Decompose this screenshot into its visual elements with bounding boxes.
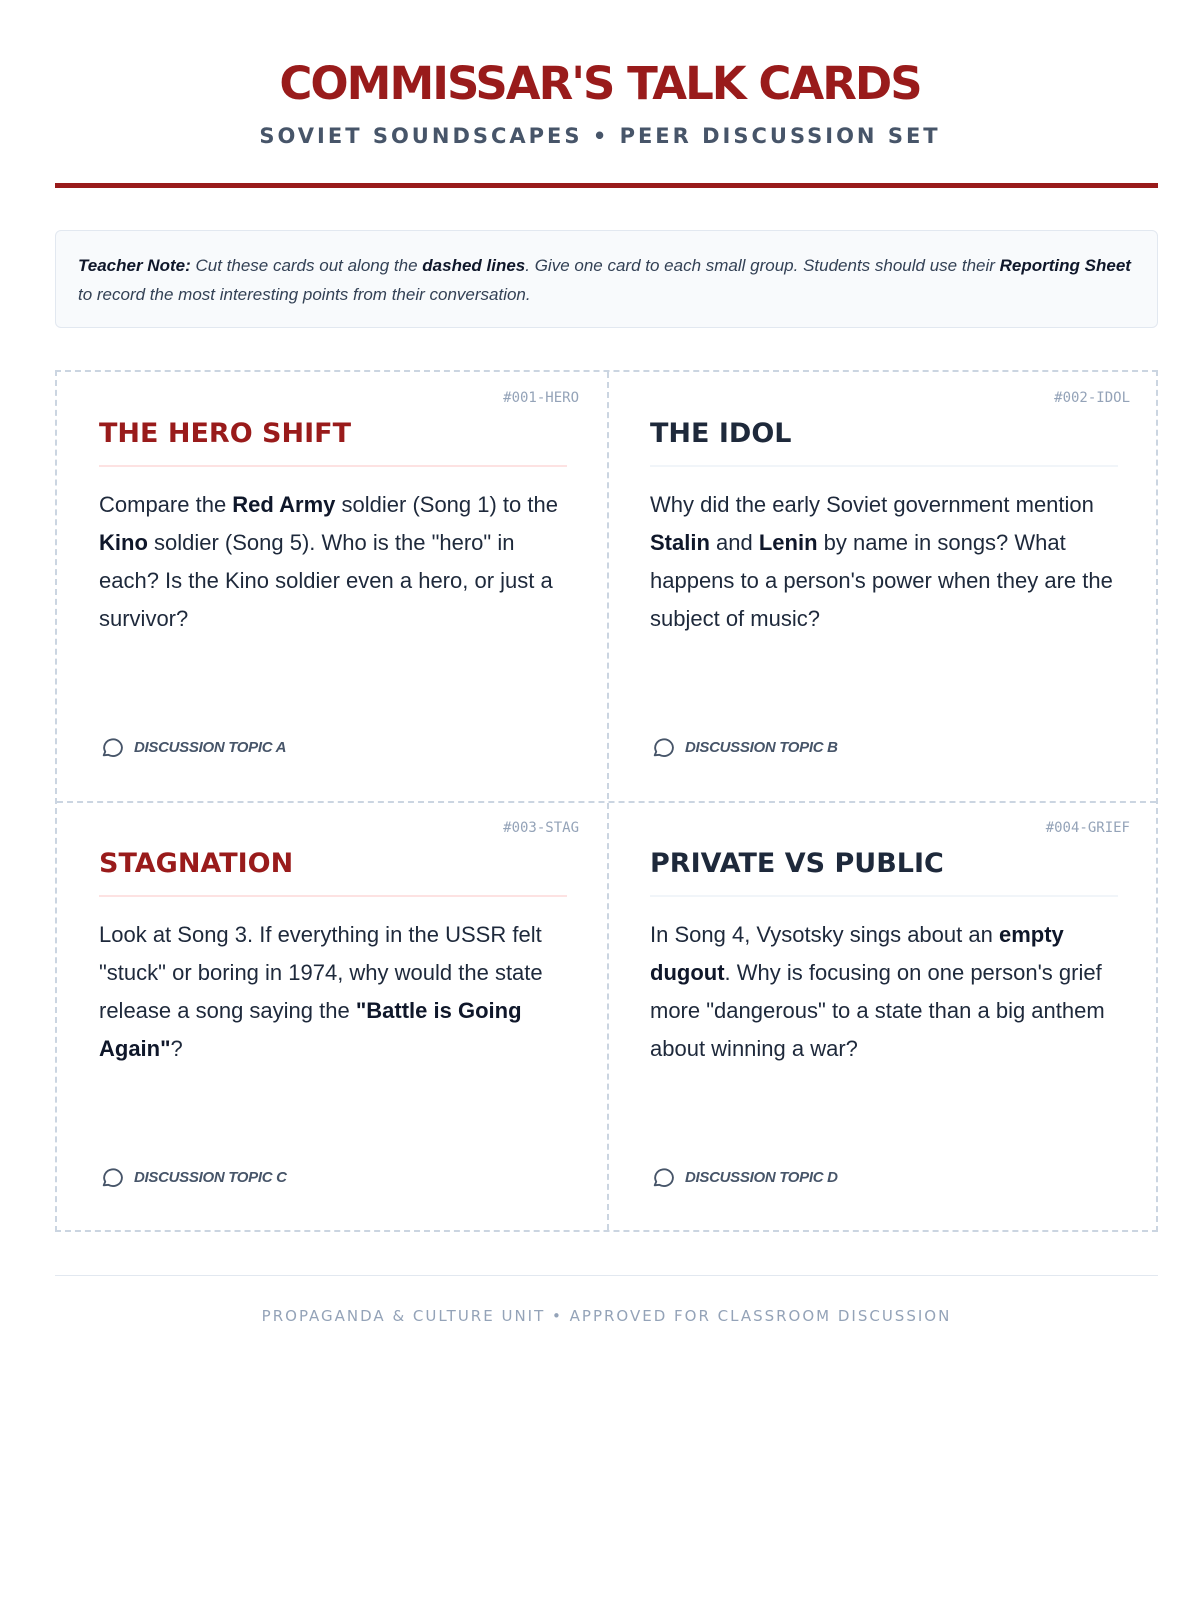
card-footer xyxy=(99,1164,287,1190)
card-prompt-text: by name in songs? What happens to a person's power when they are the subject of music? xyxy=(650,530,1113,631)
teacher-note xyxy=(55,230,1158,328)
card-prompt-emphasis: Lenin xyxy=(758,530,818,555)
card-prompt xyxy=(650,486,1125,638)
chat-bubble-icon xyxy=(99,735,124,760)
teacher-note-text: Cut these cards out along the xyxy=(190,256,423,275)
card-topic-label: DISCUSSION TOPIC D xyxy=(685,1168,838,1186)
page-footer: PROPAGANDA & CULTURE UNIT • APPROVED FOR CLASSROOM DISCUSSION xyxy=(261,1307,952,1325)
card-prompt-emphasis: empty dugout xyxy=(650,922,1064,985)
page-title: COMMISSAR'S TALK CARDS xyxy=(279,57,921,110)
card-id: #004-GRIEF xyxy=(1045,820,1130,836)
card-title: THE IDOL xyxy=(650,418,1118,467)
card-prompt-text: In Song 4, Vysotsky sings about an xyxy=(650,922,999,947)
teacher-note-label: Teacher Note: xyxy=(78,256,191,275)
talk-card xyxy=(57,802,607,1232)
card-prompt-text: ? xyxy=(170,1036,183,1061)
page-subtitle: SOVIET SOUNDSCAPES • PEER DISCUSSION SET xyxy=(259,124,941,148)
teacher-note-emphasis: dashed lines xyxy=(422,256,526,275)
card-prompt-text: soldier (Song 1) to the xyxy=(335,492,558,517)
card-footer xyxy=(99,734,286,760)
card-prompt-emphasis: Red Army xyxy=(232,492,336,517)
card-prompt-text: and xyxy=(709,530,759,555)
card-footer xyxy=(650,1164,838,1190)
header-divider xyxy=(55,183,1158,188)
talk-card xyxy=(608,372,1158,802)
card-id: #003-STAG xyxy=(503,820,579,836)
card-footer xyxy=(650,734,838,760)
card-id: #002-IDOL xyxy=(1054,390,1130,406)
footer-divider xyxy=(55,1275,1158,1276)
talk-card xyxy=(57,372,607,802)
card-prompt-emphasis: Kino xyxy=(99,530,148,555)
teacher-note-text: . Give one card to each small group. Students should use their xyxy=(525,256,1000,275)
teacher-note-text: to record the most interesting points from their conversation. xyxy=(78,285,531,304)
card-prompt-text: soldier (Song 5). Who is the "hero" in each? Is the Kino soldier even a hero, or just a survivor? xyxy=(99,530,553,631)
card-topic-label: DISCUSSION TOPIC B xyxy=(685,738,838,756)
card-prompt-emphasis: "Battle is Going Again" xyxy=(99,998,522,1061)
card-prompt-text: . Why is focusing on one person's grief more "dangerous" to a state than a big anthem about winning a war? xyxy=(650,960,1105,1061)
card-title: STAGNATION xyxy=(99,848,567,897)
card-title: PRIVATE VS PUBLIC xyxy=(650,848,1118,897)
card-prompt xyxy=(650,916,1125,1068)
talk-card xyxy=(608,802,1158,1232)
card-topic-label: DISCUSSION TOPIC C xyxy=(134,1168,287,1186)
card-prompt xyxy=(99,486,574,638)
card-prompt-text: Look at Song 3. If everything in the USSR felt "stuck" or boring in 1974, why would the state release a song saying the xyxy=(99,922,543,1023)
card-topic-label: DISCUSSION TOPIC A xyxy=(134,738,287,756)
chat-bubble-icon xyxy=(650,735,675,760)
card-title: THE HERO SHIFT xyxy=(99,418,567,467)
card-prompt-emphasis: Stalin xyxy=(650,530,710,555)
card-prompt-text: Compare the xyxy=(99,492,233,517)
card-prompt-text: Why did the early Soviet government mention xyxy=(650,492,1094,517)
chat-bubble-icon xyxy=(650,1165,675,1190)
page-header xyxy=(0,0,1200,148)
card-grid xyxy=(55,370,1158,1232)
card-prompt xyxy=(99,916,574,1068)
teacher-note-emphasis: Reporting Sheet xyxy=(999,256,1131,275)
card-id: #001-HERO xyxy=(503,390,579,406)
chat-bubble-icon xyxy=(99,1165,124,1190)
